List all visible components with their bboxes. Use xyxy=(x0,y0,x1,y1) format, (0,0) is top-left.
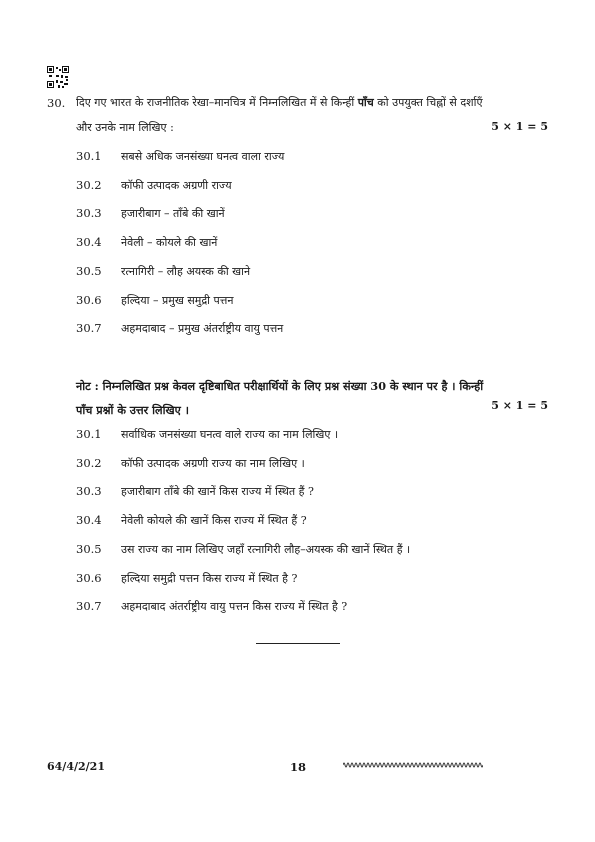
note-item-number: 30.5 xyxy=(76,541,102,556)
question-item-text: सबसे अधिक जनसंख्या घनत्व वाला राज्य xyxy=(121,150,285,163)
question-item-text: हजारीबाग – ताँबे की खानें xyxy=(121,207,225,221)
note-marks: 5 × 1 = 5 xyxy=(491,399,548,412)
question-text-bold: पाँच xyxy=(357,96,374,109)
question-marks: 5 × 1 = 5 xyxy=(491,120,548,133)
question-item-number: 30.4 xyxy=(76,235,102,250)
question-number: 30. xyxy=(47,96,66,110)
note-item-text: नेवेली कोयले की खानें किस राज्य में स्थित हैं ? xyxy=(121,514,307,528)
note-line1: नोट : निम्नलिखित प्रश्न केवल दृष्टिबाधित परीक्षार्थियों के लिए प्रश्न संख्या 30 के स्थान पर है । किन्हीं xyxy=(76,379,484,393)
end-separator-line xyxy=(256,643,340,644)
note-block xyxy=(76,374,556,422)
note-item-text: अहमदाबाद अंतर्राष्ट्रीय वायु पत्तन किस राज्य में स्थित है ? xyxy=(121,600,348,614)
note-item-text: कॉफी उत्पादक अग्रणी राज्य का नाम लिखिए । xyxy=(121,456,305,470)
wavy-line-decoration xyxy=(343,760,483,770)
note-item-text: सर्वाधिक जनसंख्या घनत्व वाले राज्य का नाम लिखिए । xyxy=(121,428,339,441)
question-item-number: 30.5 xyxy=(76,263,102,278)
question-item-number: 30.2 xyxy=(76,177,102,192)
question-item-text: अहमदाबाद – प्रमुख अंतर्राष्ट्रीय वायु पत्तन xyxy=(121,322,284,336)
question-text-line2: और उनके नाम लिखिए : xyxy=(76,121,174,134)
question-item-number: 30.1 xyxy=(76,149,102,163)
question-item-text: नेवेली – कोयले की खानें xyxy=(121,236,218,250)
note-item-text: उस राज्य का नाम लिखिए जहाँ रत्नागिरी लौह–अयस्क की खानें स्थित हैं । xyxy=(121,542,411,556)
question-text-part2: को उपयुक्त चिह्नों से दर्शाएँ xyxy=(373,96,483,109)
note-item-number: 30.6 xyxy=(76,570,102,585)
note-item-number: 30.4 xyxy=(76,513,102,528)
paper-code: 64/4/2/21 xyxy=(47,760,105,773)
question-text xyxy=(76,95,556,110)
question-item-text: रत्नागिरी – लौह अयस्क की खाने xyxy=(121,264,251,278)
note-item-number: 30.1 xyxy=(76,427,102,441)
question-item-number: 30.3 xyxy=(76,206,102,221)
question-item-number: 30.6 xyxy=(76,292,102,307)
note-item-text: हजारीबाग ताँबे की खानें किस राज्य में स्थित हैं ? xyxy=(121,485,314,499)
question-item-text: कॉफी उत्पादक अग्रणी राज्य xyxy=(121,178,232,192)
page-number: 18 xyxy=(290,760,307,774)
question-item-number: 30.7 xyxy=(76,321,102,336)
note-line2: पाँच प्रश्नों के उत्तर लिखिए । xyxy=(76,403,189,417)
note-item-number: 30.3 xyxy=(76,484,102,499)
qr-code-icon xyxy=(47,66,69,88)
note-item-number: 30.2 xyxy=(76,455,102,470)
note-item-number: 30.7 xyxy=(76,599,102,614)
question-item-text: हल्दिया – प्रमुख समुद्री पत्तन xyxy=(121,293,234,307)
question-text-part1: दिए गए भारत के राजनीतिक रेखा–मानचित्र में निम्नलिखित में से किन्हीं xyxy=(76,96,358,109)
note-item-text: हल्दिया समुद्री पत्तन किस राज्य में स्थित है ? xyxy=(121,571,298,585)
